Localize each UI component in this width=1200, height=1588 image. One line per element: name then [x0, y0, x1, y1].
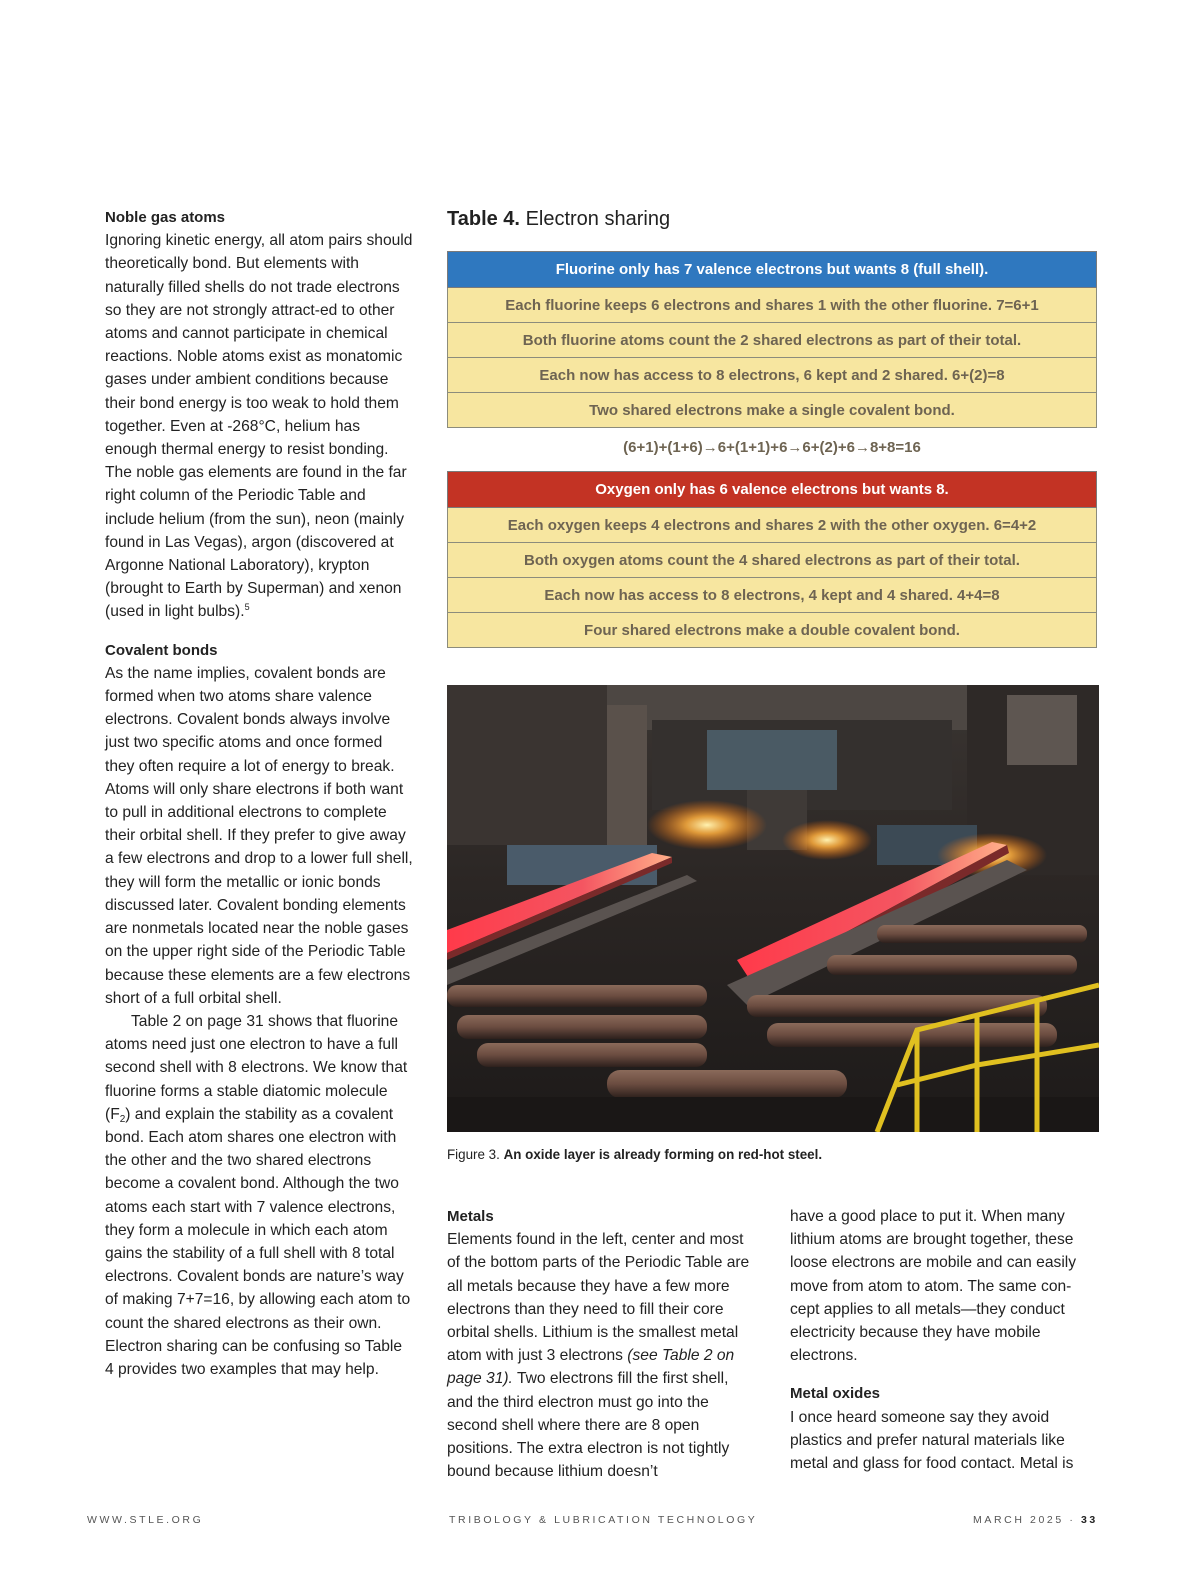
fluorine-row-2: Both fluorine atoms count the 2 shared electrons as part of their total. — [447, 323, 1097, 358]
metal-oxides-paragraph: I once heard someone say they avoid plastics and prefer natural materials like metal and glass for food contact. Metal is — [790, 1408, 1074, 1473]
metals-text-b: Two electrons fill the first shell, and the third electron must go into the second shell where there are 8 open positions. The extra electron is not tightly bound because lithium doesn’t — [447, 1370, 730, 1481]
f2-subscript: 2 — [119, 1113, 126, 1125]
metals-table-ref: (see Table 2 on page 31). — [447, 1347, 735, 1388]
table2-text-b: ) and explain the stability as a covalent bond. Each atom shares one electron with the other and the two shared electrons become a covalent bond. Although the two atoms each start with 7 valence electrons, they form a molecule in which each atom gains the stability of a full shell with 8 total electrons. Covalent bonds are nature’s way of making 7+7=16, by allowing each atom to count the shared electrons as their own. Electron sharing can be confusing so Table 4 provides two examples that may help. — [105, 1105, 411, 1378]
oxygen-header: Oxygen only has 6 valence electrons but wants 8. — [447, 471, 1097, 508]
noble-gas-text: Ignoring kinetic energy, all atom pairs should theoretically bond. But elements with naturally filled shells do not trade electrons so they are not strongly attract-ed to other atoms and cannot participate in chemical reactions. Noble atoms exist as monatomic gases under ambient conditions because their bond energy is too weak to hold them together. Even at -268°C, helium has enough thermal energy to resist bonding. The noble gas elements are found in the far right column of the Periodic Table and include helium (from the sun), neon (mainly found in Las Vegas), argon (discovered at Argonne National Laboratory), krypton (brought to Earth by Superman) and xenon (used in light bulbs). — [105, 232, 413, 621]
page-number: 33 — [1080, 1514, 1098, 1526]
fluorine-header: Fluorine only has 7 valence electrons but wants 8 (full shell). — [447, 251, 1097, 288]
left-column — [105, 206, 413, 1381]
metals-heading: Metals — [447, 1208, 494, 1225]
covalent-bonds-heading: Covalent bonds — [105, 641, 218, 659]
covalent-bonds-paragraph: As the name implies, covalent bonds are formed when two atoms share valence electrons. Covalent bonds always involve just two specific atoms and once formed they often require a lot of energy to break. Atoms will only share electrons if both want to pull in additional electrons to complete their orbital shell. If they prefer to give away a few electrons and drop to a lower full shell, they will form the metallic or ionic bonds discussed later. Covalent bonding elements are nonmetals located near the noble gases on the upper right side of the Periodic Table because these elements are a few electrons short of a full orbital shell. — [105, 664, 413, 1007]
fluorine-table — [447, 251, 1097, 428]
fluorine-row-1: Each fluorine keeps 6 electrons and shares 1 with the other fluorine. 7=6+1 — [447, 288, 1097, 323]
oxygen-row-2: Both oxygen atoms count the 4 shared electrons as part of their total. — [447, 543, 1097, 578]
metal-oxides-heading: Metal oxides — [790, 1385, 881, 1403]
metals-paragraph — [447, 1228, 757, 1483]
oxygen-row-1: Each oxygen keeps 4 electrons and shares 2 with the other oxygen. 6=4+2 — [447, 508, 1097, 543]
noble-gas-heading: Noble gas atoms — [105, 209, 226, 226]
footer-issue — [973, 1514, 1098, 1526]
oxygen-row-4: Four shared electrons make a double covalent bond. — [447, 613, 1097, 648]
oxygen-table — [447, 471, 1097, 648]
table-label: Table 4. — [447, 208, 520, 230]
footer-separator: · — [1069, 1514, 1076, 1526]
fluorine-row-3: Each now has access to 8 electrons, 6 kept and 2 shared. 6+(2)=8 — [447, 358, 1097, 393]
figure-caption — [447, 1145, 822, 1165]
footnote-marker: 5 — [244, 602, 250, 613]
table2-text-a: Table 2 on page 31 shows that fluorine atoms need just one electron to have a full second shell with 8 electrons. We know that fluorine forms a stable diatomic molecule (F — [105, 1012, 408, 1123]
table-title-text: Electron sharing — [525, 208, 671, 230]
middle-column — [447, 1205, 757, 1483]
fluorine-formula: (6+1)+(1+6)→6+(1+1)+6→6+(2)+6→8+8=16 — [623, 439, 921, 456]
footer-website: WWW.STLE.ORG — [87, 1514, 204, 1526]
footer-date: MARCH 2025 — [973, 1514, 1064, 1526]
fluorine-row-4: Two shared electrons make a single covalent bond. — [447, 393, 1097, 428]
right-column — [790, 1205, 1100, 1475]
table2-paragraph — [105, 1010, 413, 1381]
metals-paragraph-continued: have a good place to put it. When many lithium atoms are brought together, these loose electrons are mobile and can easily move from atom to atom. The same con-cept applies to all metals—they conduct electricity because they have mobile electrons. — [790, 1208, 1077, 1365]
footer-publication: TRIBOLOGY & LUBRICATION TECHNOLOGY — [449, 1514, 758, 1526]
figure-label: Figure 3. — [447, 1147, 500, 1162]
figure-caption-text: An oxide layer is already forming on red-hot steel. — [503, 1147, 823, 1162]
noble-gas-paragraph — [105, 229, 413, 623]
table-title — [447, 206, 670, 232]
oxygen-row-3: Each now has access to 8 electrons, 4 kept and 4 shared. 4+4=8 — [447, 578, 1097, 613]
steel-mill-photo — [447, 685, 1099, 1132]
metals-text-a: Elements found in the left, center and most of the bottom parts of the Periodic Table are all metals because they have a few more electrons than they need to fill their core orbital shells. Lithium is the smallest metal atom with just 3 electrons — [447, 1231, 750, 1365]
